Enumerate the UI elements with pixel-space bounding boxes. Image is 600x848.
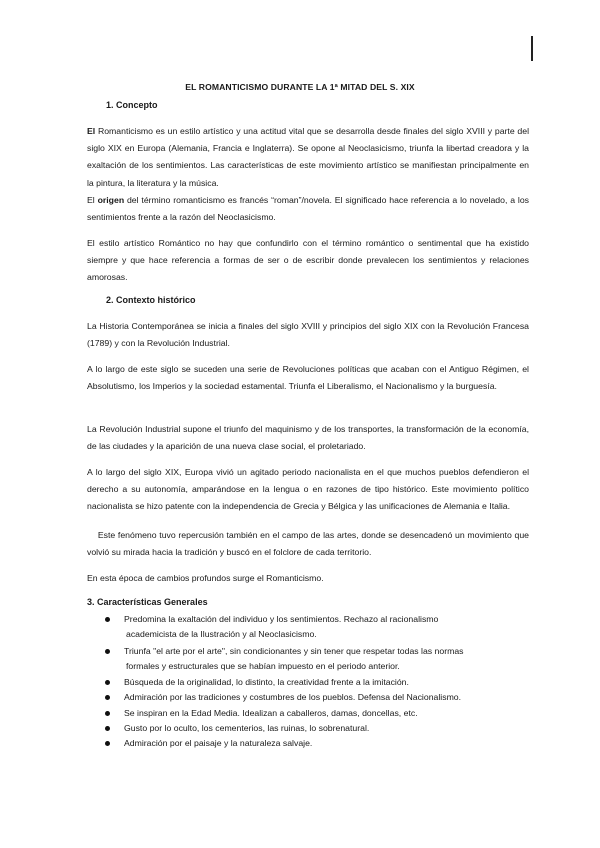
paragraph-revolucion-industrial: La Revolución Industrial supone el triunfo del maquinismo y de los transportes, la transformación de la economía, de las ciudades y la aparición de una nueva clase social, el proletariado. [87, 424, 529, 452]
list-item: Triunfa "el arte por el arte", sin condicionantes y sin tener que respetar todas las normas formales y estructurales que se habían impuesto en el periodo anterior. [105, 644, 535, 675]
paragraph-origen [87, 192, 529, 226]
bullet-icon [105, 741, 110, 746]
paragraph-estilo: El estilo artístico Romántico no hay que confundirlo con el término romántico o sentimental que ha existido siempre y que hace referencia a formas de ser o de escribir donde prevalecen los sentimientos y relaciones amorosas. [87, 238, 529, 283]
paragraph-historia: La Historia Contemporánea se inicia a finales del siglo XVIII y principios del siglo XIX con la Revolución Francesa (1789) y con la Revolución Industrial. [87, 321, 529, 349]
text-cursor [531, 36, 533, 61]
characteristics-list [105, 612, 535, 752]
paragraph-romanticismo: En esta época de cambios profundos surge el Romanticismo. [87, 573, 324, 583]
list-item: Admiración por las tradiciones y costumbres de los pueblos. Defensa del Nacionalismo. [105, 690, 535, 705]
list-item: Búsqueda de la originalidad, lo distinto, la creatividad frente a la imitación. [105, 675, 535, 690]
paragraph-revoluciones: A lo largo de este siglo se suceden una serie de Revoluciones políticas que acaban con el Antiguo Régimen, el Absolutismo, los Imperios y la sociedad estamental. Triunfa el Liberalismo, el Nacionalismo y la burguesía. [87, 364, 529, 392]
section-heading-caracteristicas: 3. Características Generales [87, 597, 208, 607]
document-title: EL ROMANTICISMO DURANTE LA 1ª MITAD DEL S. XIX [185, 82, 415, 92]
paragraph-nacionalismo: A lo largo del siglo XIX, Europa vivió un agitado periodo nacionalista en el que muchos pueblos defendieron el derecho a su autonomía, amparándose en la lengua o en razones de tipo histórico. Este movimiento político nacionalista se hizo patente con la independencia de Grecia y Bélgica y las unificaciones de Alemania e Italia. [87, 467, 529, 512]
list-item: Gusto por lo oculto, los cementerios, las ruinas, lo sobrenatural. [105, 721, 535, 736]
paragraph-bold-term: origen [97, 195, 125, 205]
bullet-icon [105, 649, 110, 654]
section-heading-contexto: 2. Contexto histórico [106, 295, 196, 305]
bullet-icon [105, 617, 110, 622]
bullet-icon [105, 726, 110, 731]
paragraph-text: del término romanticismo es francés “roman”/novela. El significado hace referencia a lo novelado, a los sentimientos frente a la razón del Neoclasicismo. [87, 195, 530, 223]
paragraph-text: Romanticismo es un estilo artístico y una actitud vital que se desarrolla desde finales del siglo XVIII y parte del siglo XIX en Europa (Alemania, Francia e Inglaterra). Se opone al Neoclasicismo, triunfa la libertad creadora y la exaltación de los sentimientos. Las características de este movimiento artístico se manifiestan principalmente en la pintura, la literatura y la música. [87, 126, 529, 188]
list-item: Se inspiran en la Edad Media. Idealizan a caballeros, damas, doncellas, etc. [105, 706, 535, 721]
paragraph-concepto [87, 123, 529, 192]
paragraph-lead: El [87, 126, 96, 136]
bullet-icon [105, 711, 110, 716]
list-item: Predomina la exaltación del individuo y los sentimientos. Rechazo al racionalismo academicista de la Ilustración y al Neoclasicismo. [105, 612, 535, 643]
section-heading-concepto: 1. Concepto [106, 100, 158, 110]
bullet-icon [105, 680, 110, 685]
list-item: Admiración por el paisaje y la naturaleza salvaje. [105, 736, 535, 751]
paragraph-pre: El [87, 195, 98, 205]
paragraph-artes: Este fenómeno tuvo repercusión también en el campo de las artes, donde se desencadenó un movimiento que volvió su mirada hacia la tradición y buscó en el folclore de cada territorio. [87, 530, 532, 558]
bullet-icon [105, 695, 110, 700]
